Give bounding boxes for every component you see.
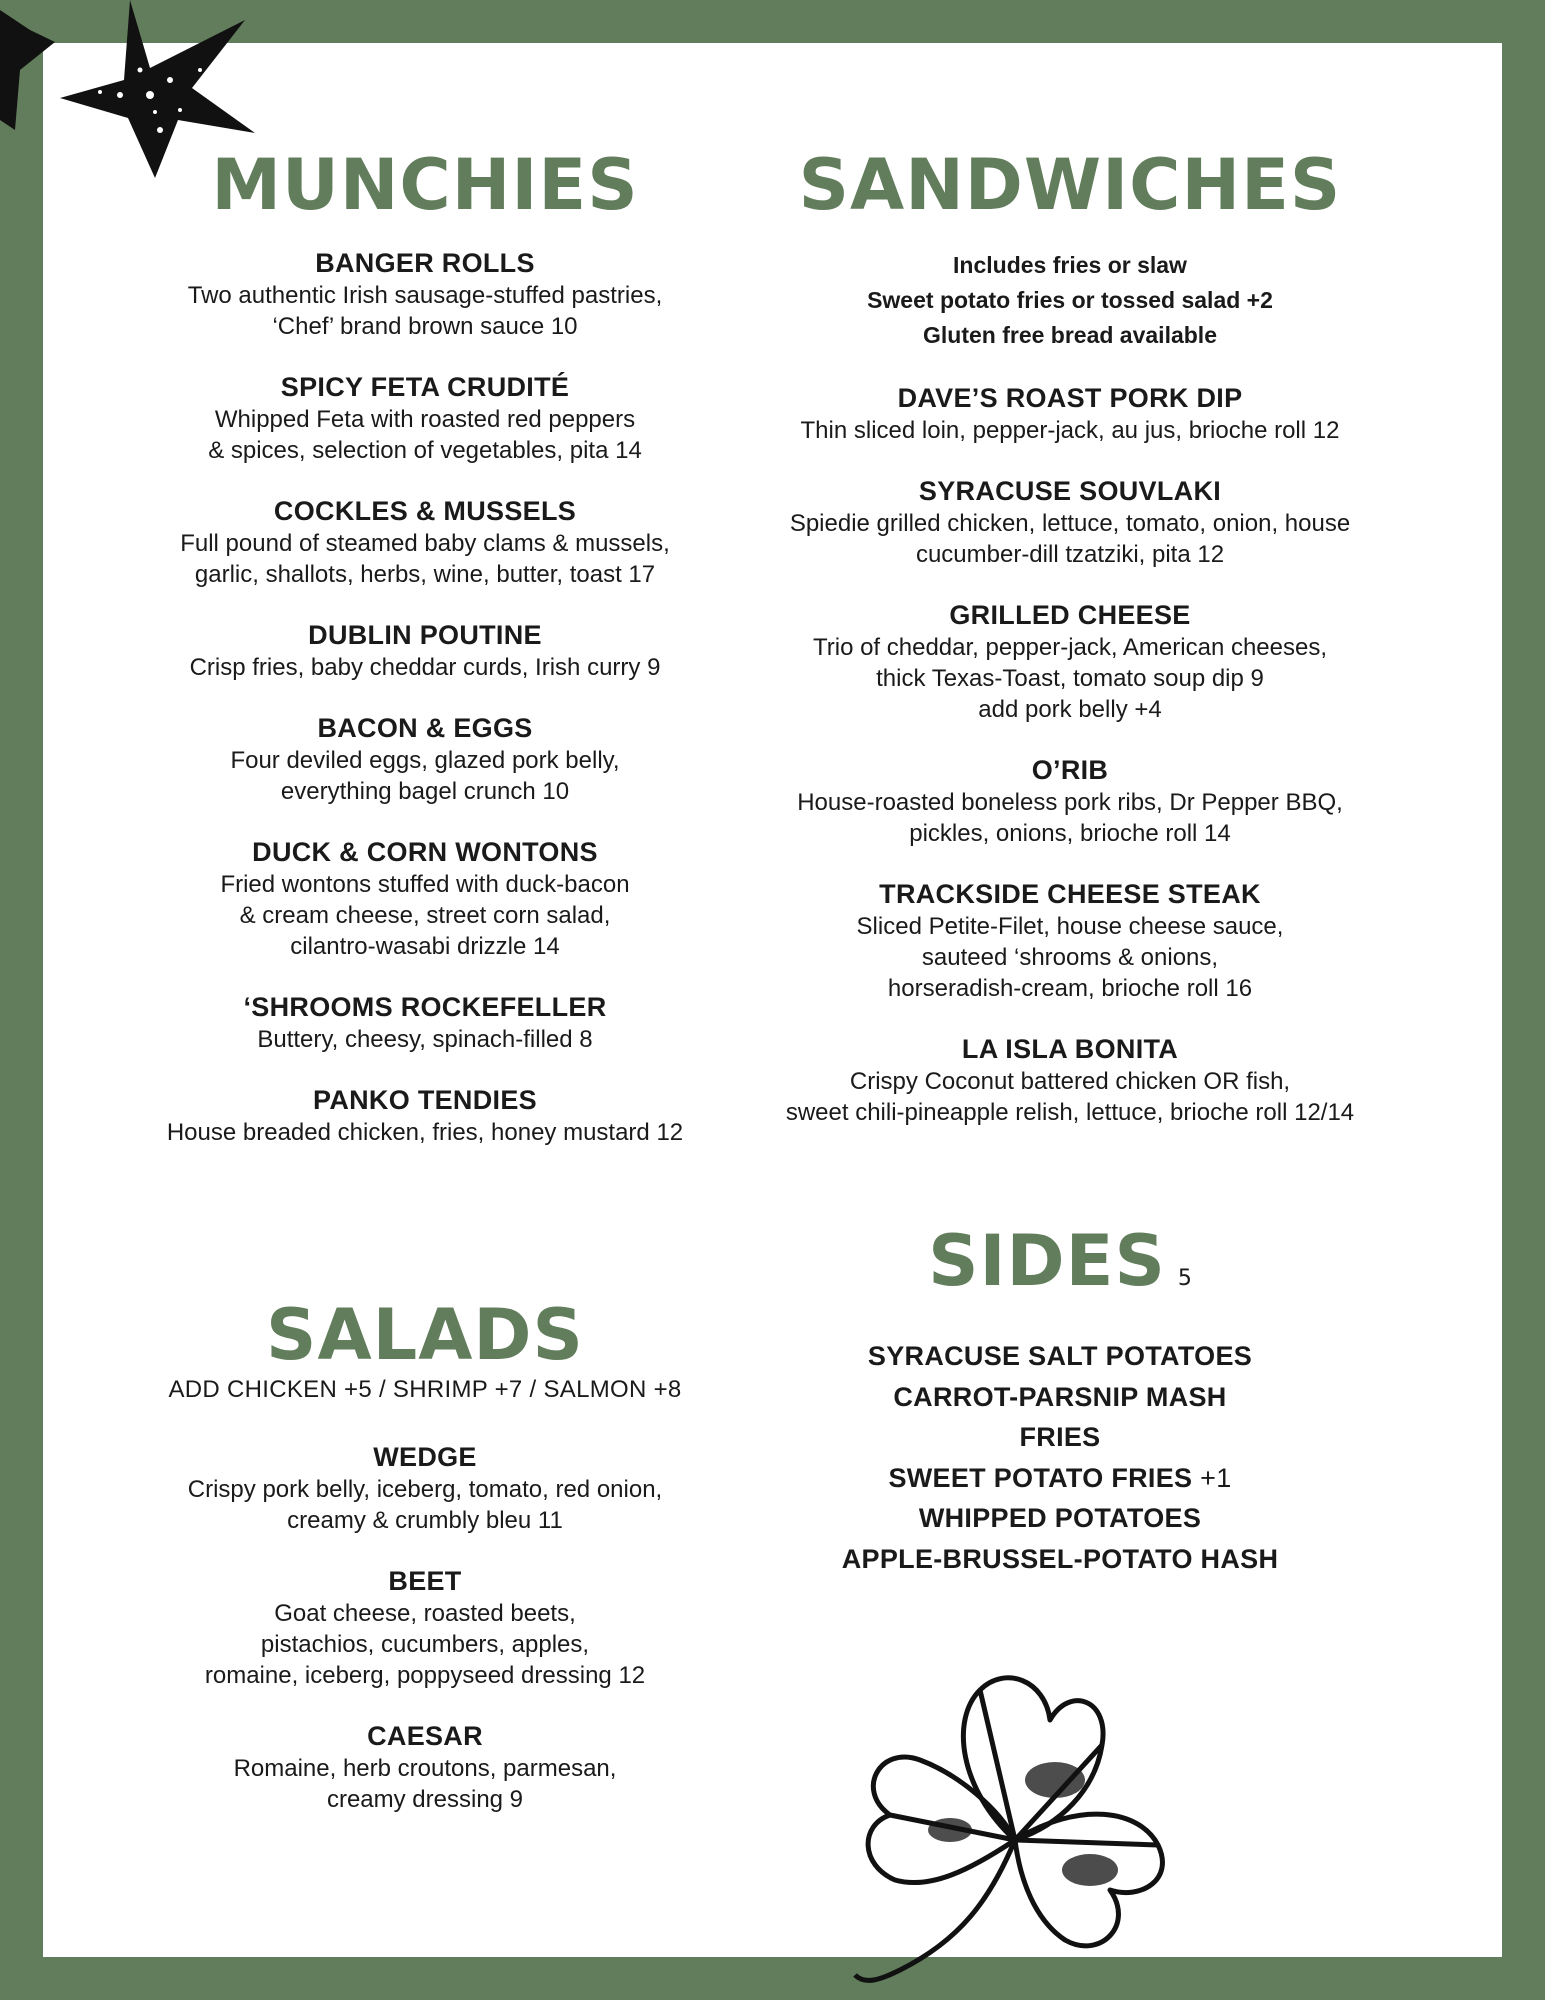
munchies-item-dublin-poutine	[120, 618, 730, 683]
munchies-item-banger-rolls	[120, 246, 730, 342]
item-description: Sliced Petite-Filet, house cheese sauce, sauteed ‘shrooms & onions, horseradish-cream, brioche roll 16	[856, 913, 1284, 1002]
item-description: Thin sliced loin, pepper-jack, au jus, brioche roll 12	[800, 417, 1340, 444]
item-name: GRILLED CHEESE	[949, 600, 1191, 630]
item-name: TRACKSIDE CHEESE STEAK	[879, 879, 1261, 909]
side-item-fries	[730, 1417, 1390, 1458]
item-description: House breaded chicken, fries, honey mustard 12	[166, 1119, 684, 1146]
item-description: Crispy pork belly, iceberg, tomato, red onion, creamy & crumbly bleu 11	[187, 1476, 663, 1534]
item-name: COCKLES & MUSSELS	[273, 496, 577, 526]
item-name: WEDGE	[373, 1442, 477, 1472]
sandwich-notes	[760, 248, 1380, 353]
munchies-item-cockles-mussels	[120, 494, 730, 590]
item-description: Whipped Feta with roasted red peppers & spices, selection of vegetables, pita 14	[208, 406, 642, 464]
item-name: O’RIB	[1031, 755, 1109, 785]
munchies-item-bacon-eggs	[120, 711, 730, 807]
munchies-heading: MUNCHIES	[211, 144, 639, 226]
item-description: Four deviled eggs, glazed pork belly, everything bagel crunch 10	[230, 747, 620, 805]
salads-section	[120, 1294, 730, 1843]
sandwiches-item-trackside-cheese-steak	[760, 877, 1380, 1004]
item-name: ‘SHROOMS ROCKEFELLER	[243, 992, 607, 1022]
item-description: Two authentic Irish sausage-stuffed pastries, ‘Chef’ brand brown sauce 10	[187, 282, 663, 340]
sandwiches-item-o-rib	[760, 753, 1380, 849]
sandwiches-item-grilled-cheese	[760, 598, 1380, 725]
item-description: Trio of cheddar, pepper-jack, American cheeses, thick Texas-Toast, tomato soup dip 9 add pork belly +4	[812, 634, 1328, 723]
munchies-item-shrooms-rockefeller	[120, 990, 730, 1055]
munchies-section	[120, 144, 730, 1176]
shamrock-icon	[840, 1640, 1230, 1990]
sides-list	[730, 1336, 1390, 1579]
side-name: SYRACUSE SALT POTATOES	[867, 1341, 1253, 1371]
sides-price: 5	[1177, 1266, 1192, 1291]
side-upcharge: +1	[1200, 1462, 1232, 1493]
item-description: Crisp fries, baby cheddar curds, Irish curry 9	[189, 654, 661, 681]
item-name: BACON & EGGS	[317, 713, 533, 743]
item-description: Buttery, cheesy, spinach-filled 8	[257, 1026, 593, 1053]
sides-title: SIDES	[928, 1220, 1166, 1302]
side-item-whipped-potatoes	[730, 1498, 1390, 1539]
salads-heading: SALADS	[266, 1294, 584, 1376]
item-name: PANKO TENDIES	[313, 1085, 537, 1115]
side-name: APPLE-BRUSSEL-POTATO HASH	[841, 1543, 1279, 1574]
item-name: DUCK & CORN WONTONS	[252, 837, 598, 867]
sandwiches-list	[760, 381, 1380, 1128]
side-name: CARROT-PARSNIP MASH	[893, 1381, 1227, 1412]
side-item-sweet-potato-fries	[730, 1458, 1390, 1499]
side-item-carrot-parsnip-mash	[730, 1377, 1390, 1418]
munchies-item-spicy-feta-crudit	[120, 370, 730, 466]
sides-section	[730, 1220, 1390, 1579]
salads-list	[120, 1440, 730, 1815]
salads-item-beet	[120, 1564, 730, 1691]
salads-item-caesar	[120, 1719, 730, 1815]
sandwiches-heading: SANDWICHES	[798, 144, 1342, 226]
salads-item-wedge	[120, 1440, 730, 1536]
salads-addons: ADD CHICKEN +5 / SHRIMP +7 / SALMON +8	[168, 1376, 682, 1403]
sandwich-note: Includes fries or slaw	[953, 252, 1187, 278]
side-name: SWEET POTATO FRIES	[888, 1462, 1193, 1493]
sandwiches-section	[760, 144, 1380, 1156]
item-name: SYRACUSE SOUVLAKI	[918, 476, 1222, 506]
munchies-list	[120, 246, 730, 1148]
side-name: FRIES	[1019, 1422, 1101, 1452]
item-name: SPICY FETA CRUDITÉ	[280, 372, 570, 402]
item-description: Romaine, herb croutons, parmesan, creamy dressing 9	[233, 1755, 617, 1813]
side-name: WHIPPED POTATOES	[918, 1503, 1202, 1533]
item-name: BANGER ROLLS	[315, 248, 535, 278]
munchies-item-panko-tendies	[120, 1083, 730, 1148]
munchies-item-duck-corn-wontons	[120, 835, 730, 962]
item-name: LA ISLA BONITA	[961, 1034, 1179, 1064]
item-name: DAVE’S ROAST PORK DIP	[897, 383, 1243, 413]
sides-heading	[730, 1220, 1390, 1302]
item-description: Goat cheese, roasted beets, pistachios, cucumbers, apples, romaine, iceberg, poppyseed dressing 12	[204, 1600, 646, 1689]
item-description: House-roasted boneless pork ribs, Dr Pepper BBQ, pickles, onions, brioche roll 14	[797, 789, 1343, 847]
side-item-apple-brussel-potato-hash	[730, 1539, 1390, 1580]
item-description: Fried wontons stuffed with duck-bacon & cream cheese, street corn salad, cilantro-wasabi drizzle 14	[220, 871, 630, 960]
side-item-syracuse-salt-potatoes	[730, 1336, 1390, 1377]
sandwich-note: Gluten free bread available	[922, 322, 1217, 348]
item-description: Spiedie grilled chicken, lettuce, tomato, onion, house cucumber-dill tzatziki, pita 12	[789, 510, 1351, 568]
item-name: DUBLIN POUTINE	[308, 620, 542, 650]
item-name: BEET	[388, 1566, 462, 1596]
sandwiches-item-syracuse-souvlaki	[760, 474, 1380, 570]
sandwiches-item-dave-s-roast-pork-dip	[760, 381, 1380, 446]
sandwiches-item-la-isla-bonita	[760, 1032, 1380, 1128]
sandwich-note: Sweet potato fries or tossed salad +2	[867, 287, 1273, 313]
item-name: CAESAR	[367, 1721, 483, 1751]
item-description: Crispy Coconut battered chicken OR fish, sweet chili-pineapple relish, lettuce, brioche roll 12/14	[785, 1068, 1355, 1126]
item-description: Full pound of steamed baby clams & mussels, garlic, shallots, herbs, wine, butter, toast 17	[180, 530, 670, 588]
